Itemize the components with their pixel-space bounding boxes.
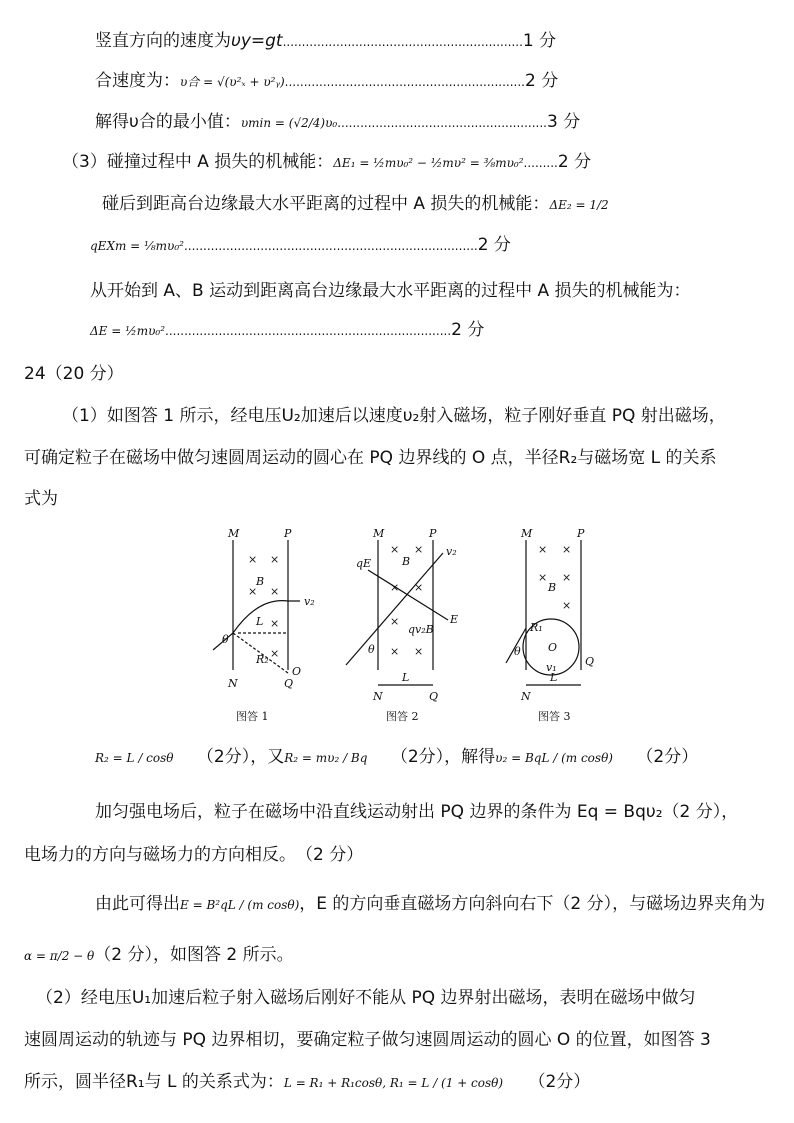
trajectory-1	[233, 601, 300, 633]
label-v2-1: v₂	[304, 595, 315, 608]
label-qe-2: qE	[356, 557, 372, 570]
question-heading: 24（20 分）	[24, 364, 124, 384]
label-b-2: B	[402, 555, 411, 568]
cross-mark: ×	[390, 581, 400, 594]
cross-mark: ×	[248, 553, 258, 566]
cross-mark: ×	[390, 645, 400, 658]
para-2a: 加匀强电场后，粒子在磁场中沿直线运动射出 PQ 边界的条件为 Eq = Bqυ₂（2 分），	[95, 802, 739, 822]
cross-mark: ×	[562, 571, 572, 584]
formula: υy=gt	[231, 31, 283, 51]
label-p-3: P	[577, 527, 585, 540]
cross-mark: ×	[414, 543, 424, 556]
line-5	[102, 192, 609, 217]
label-n-2: N	[373, 690, 383, 703]
diagram-figure	[208, 525, 608, 725]
cross-mark: ×	[270, 647, 280, 660]
label-n-1: N	[228, 677, 238, 690]
label-m-1: M	[228, 527, 240, 540]
score: （2分）	[528, 1072, 591, 1092]
label-qv2b-2: qv₂B	[408, 623, 434, 636]
line-8	[90, 318, 484, 343]
para-2b: 电场力的方向与磁场力的方向相反。 （2 分）	[24, 845, 364, 865]
para-1a: （1）如图答 1 所示，经电压U₂加速后以速度υ₂射入磁场，粒子刚好垂直 PQ 射出磁场，	[62, 406, 726, 426]
force-line-2	[368, 570, 448, 620]
label-q-3: Q	[585, 655, 595, 668]
label-p-2: P	[429, 527, 437, 540]
score: 2 分	[477, 235, 511, 255]
text: ，又	[250, 747, 285, 767]
score: （2分）	[636, 747, 699, 767]
cross-mark: ×	[390, 615, 400, 628]
cross-mark: ×	[248, 585, 258, 598]
label-l-1: L	[256, 615, 264, 628]
label-r2-1: R₂	[256, 653, 269, 666]
caption-3: 图答 3	[538, 710, 571, 723]
label-theta-1: θ	[222, 633, 229, 646]
cross-mark: ×	[414, 645, 424, 658]
para-5b: 速圆周运动的轨迹与 PQ 边界相切，要确定粒子做匀速圆周运动的圆心 O 的位置，如图答 3	[24, 1030, 711, 1050]
formula: υ合 = √(υ²ₓ + υ²ᵧ)	[180, 75, 285, 89]
eq-r2-alt: R₂ = mυ₂ / Bq	[284, 751, 368, 765]
caption-2: 图答 2	[386, 710, 419, 723]
line-7	[90, 279, 691, 303]
text: ，E 的方向垂直磁场方向斜向右下（2 分），与磁场边界夹角为	[299, 894, 766, 914]
line-4	[62, 150, 591, 175]
score: 2 分	[557, 152, 592, 172]
line-2	[95, 69, 558, 94]
text: 竖直方向的速度为	[95, 31, 231, 51]
eq-v2: υ₂ = BqL / (m cosθ)	[495, 751, 613, 765]
leader-dots: ...........................................................................	[165, 324, 452, 338]
cross-mark: ×	[270, 585, 280, 598]
text: 碰后到距高台边缘最大水平距离的过程中 A 损失的机械能：	[102, 194, 550, 214]
label-m-3: M	[521, 527, 533, 540]
label-e-2: E	[450, 613, 459, 626]
text: （2 分），如图答 2 所示。	[94, 945, 294, 965]
text: （3）碰撞过程中 A 损失的机械能：	[62, 152, 334, 172]
label-r1-3: R₁	[530, 621, 543, 634]
score: 3 分	[547, 112, 581, 132]
label-v2-2: v₂	[446, 545, 457, 558]
text: 解得υ合的最小值：	[95, 112, 241, 132]
text: 合速度为：	[95, 71, 180, 91]
leader-dots: .............................................................................	[183, 239, 478, 253]
label-l-2: L	[402, 671, 410, 684]
para-5c	[24, 1070, 590, 1095]
cross-mark: ×	[562, 599, 572, 612]
formula: ΔE = ½mυ₀²	[90, 324, 166, 338]
cross-mark: ×	[270, 553, 280, 566]
label-theta-2: θ	[368, 643, 375, 656]
text: 所示，圆半径R₁与 L 的关系式为：	[24, 1072, 284, 1092]
leader-dots: ...............................................................	[284, 75, 525, 89]
leader-dots: .......................................................	[337, 116, 547, 130]
line-3	[95, 110, 580, 135]
cross-mark: ×	[270, 617, 280, 630]
cross-mark: ×	[538, 571, 548, 584]
score: 1 分	[522, 31, 557, 51]
label-theta-3: θ	[514, 645, 521, 658]
formula: ΔE₁ = ½mυ₀² − ½mυ² = ⅜mυ₀²	[333, 156, 524, 170]
label-q-2: Q	[429, 690, 439, 703]
leader-dots: ...............................................................	[282, 35, 523, 49]
formula: υmin = (√2/4)υ₀	[240, 116, 338, 130]
caption-1: 图答 1	[236, 710, 269, 723]
label-n-3: N	[521, 690, 531, 703]
line-6	[90, 233, 511, 258]
cross-mark: ×	[414, 581, 424, 594]
label-o-1: O	[292, 665, 302, 678]
formula: ΔE₂ = 1/2	[549, 198, 609, 212]
label-q-1: Q	[284, 677, 294, 690]
para-1b: 可确定粒子在磁场中做匀速圆周运动的圆心在 PQ 边界线的 O 点，半径R₂与磁场宽 L 的关系	[24, 448, 717, 468]
score: （2分）	[390, 747, 445, 767]
line-1	[95, 29, 556, 54]
cross-mark: ×	[562, 543, 572, 556]
label-v1-3: v₁	[546, 661, 557, 674]
label-o-3: O	[548, 641, 558, 654]
cross-mark: ×	[538, 543, 548, 556]
diagram-svg	[208, 525, 608, 725]
leader-dots: .........	[523, 156, 558, 170]
cross-mark: ×	[390, 543, 400, 556]
para-4	[24, 943, 294, 968]
eq-r2: R₂ = L / cosθ	[95, 751, 174, 765]
label-l-3: L	[550, 671, 558, 684]
label-b-1: B	[256, 575, 265, 588]
para-3	[95, 892, 765, 917]
text: 从开始到 A、B 运动到距离高台边缘最大水平距离的过程中 A 损失的机械能为：	[90, 281, 691, 301]
para-1c: 式为	[24, 489, 58, 509]
para-5a: （2）经电压U₁加速后粒子射入磁场后刚好不能从 PQ 边界射出磁场，表明在磁场中做匀	[36, 988, 696, 1008]
formula: E = B²qL / (m cosθ)	[180, 898, 300, 912]
equations-line	[95, 745, 698, 770]
formula: qEXm = ⅛mυ₀²	[90, 239, 184, 253]
formula: L = R₁ + R₁cosθ, R₁ = L / (1 + cosθ)	[283, 1076, 504, 1090]
score: 2 分	[451, 320, 485, 340]
formula: α = π/2 − θ	[24, 949, 95, 963]
label-b-3: B	[548, 581, 557, 594]
label-m-2: M	[373, 527, 385, 540]
label-p-1: P	[284, 527, 292, 540]
text: 由此可得出	[95, 894, 180, 914]
text: ，解得	[444, 747, 496, 767]
score: 2 分	[524, 71, 559, 91]
score: （2分）	[196, 747, 251, 767]
